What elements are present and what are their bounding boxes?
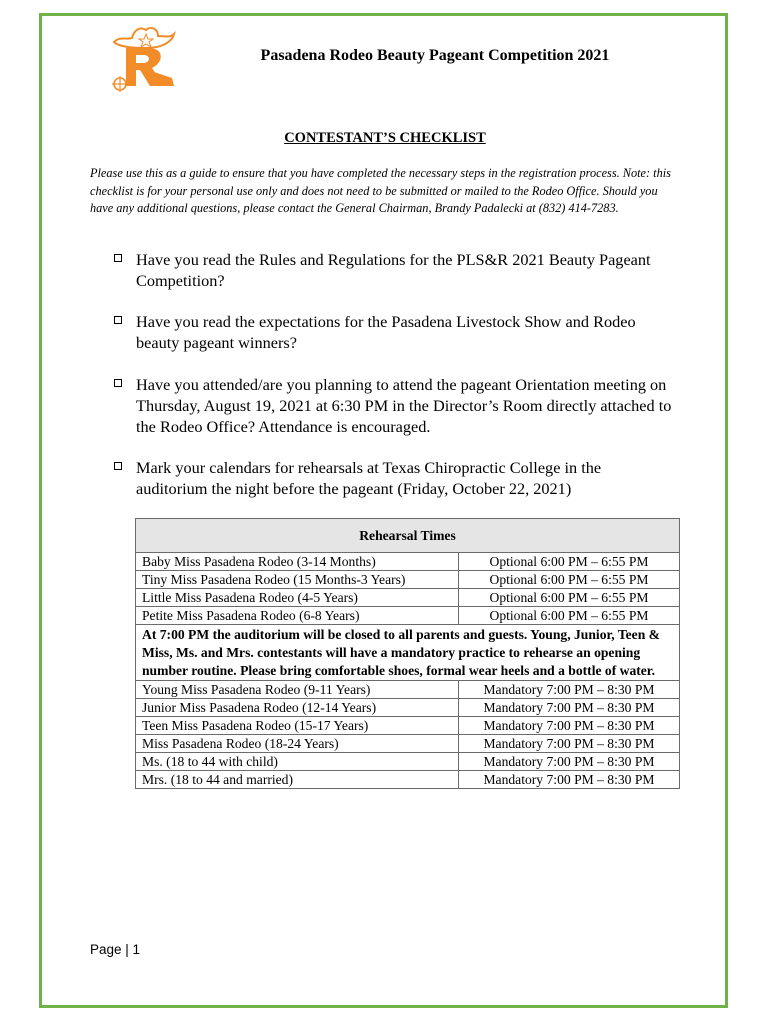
time-cell: Mandatory 7:00 PM – 8:30 PM [459,681,680,699]
rehearsal-table-title: Rehearsal Times [136,519,680,553]
division-cell: Petite Miss Pasadena Rodeo (6-8 Years) [136,607,459,625]
checkbox-icon [114,462,122,470]
table-row [136,699,680,717]
checklist-item [112,311,672,353]
table-row [136,753,680,771]
table-row [136,735,680,753]
time-cell: Optional 6:00 PM – 6:55 PM [459,589,680,607]
mandatory-practice-note: At 7:00 PM the auditorium will be closed to all parents and guests. Young, Junior, Teen & Miss, Ms. and Mrs. contestants will have a mandatory practice to rehearse an opening number routine. Please bring comfortable shoes, formal wear heels and a bottle of water. [136,625,680,681]
division-cell: Mrs. (18 to 44 and married) [136,771,459,789]
document-title: Pasadena Rodeo Beauty Pageant Competition 2021 [260,47,610,64]
checklist-item-text: Mark your calendars for rehearsals at Texas Chiropractic College in the auditorium the night before the pageant (Friday, October 22, 2021) [136,458,602,498]
checkbox-icon [114,316,122,324]
table-row [136,571,680,589]
table-row [136,681,680,699]
time-cell: Mandatory 7:00 PM – 8:30 PM [459,735,680,753]
division-cell: Ms. (18 to 44 with child) [136,753,459,771]
table-row [136,771,680,789]
division-cell: Young Miss Pasadena Rodeo (9-11 Years) [136,681,459,699]
checklist-item-text: Have you read the expectations for the Pasadena Livestock Show and Rodeo beauty pageant winners? [136,312,636,352]
table-row [136,589,680,607]
checklist-item-text: Have you read the Rules and Regulations for the PLS&R 2021 Beauty Pageant Competition? [136,250,651,290]
pasadena-rodeo-logo [108,22,182,94]
division-cell: Junior Miss Pasadena Rodeo (12-14 Years) [136,699,459,717]
rehearsal-times-table [135,518,680,789]
checkbox-icon [114,379,122,387]
page-number: Page | 1 [90,942,141,957]
time-cell: Mandatory 7:00 PM – 8:30 PM [459,717,680,735]
checklist-item [112,457,672,499]
division-cell: Tiny Miss Pasadena Rodeo (15 Months-3 Years) [136,571,459,589]
table-row [136,607,680,625]
page-border [39,13,728,1008]
time-cell: Mandatory 7:00 PM – 8:30 PM [459,771,680,789]
intro-paragraph: Please use this as a guide to ensure that you have completed the necessary steps in the registration process. Note: this checklist is for your personal use only and does not need to be submitted or mailed to the Rodeo Office. Should you have any additional questions, please contact the General Chairman, Brandy Padalecki at (832) 414-7283. [90,166,671,216]
checklist-heading: CONTESTANT’S CHECKLIST [284,130,486,146]
checkbox-icon [114,254,122,262]
division-cell: Miss Pasadena Rodeo (18-24 Years) [136,735,459,753]
time-cell: Optional 6:00 PM – 6:55 PM [459,607,680,625]
checklist-item-text: Have you attended/are you planning to attend the pageant Orientation meeting on Thursday, August 19, 2021 at 6:30 PM in the Director’s Room directly attached to the Rodeo Office? Attendance is encouraged. [136,375,672,436]
checklist-item [112,374,672,437]
division-cell: Teen Miss Pasadena Rodeo (15-17 Years) [136,717,459,735]
table-row [136,553,680,571]
division-cell: Baby Miss Pasadena Rodeo (3-14 Months) [136,553,459,571]
division-cell: Little Miss Pasadena Rodeo (4-5 Years) [136,589,459,607]
time-cell: Mandatory 7:00 PM – 8:30 PM [459,753,680,771]
time-cell: Mandatory 7:00 PM – 8:30 PM [459,699,680,717]
table-row [136,717,680,735]
checklist-item [112,249,672,291]
time-cell: Optional 6:00 PM – 6:55 PM [459,553,680,571]
time-cell: Optional 6:00 PM – 6:55 PM [459,571,680,589]
